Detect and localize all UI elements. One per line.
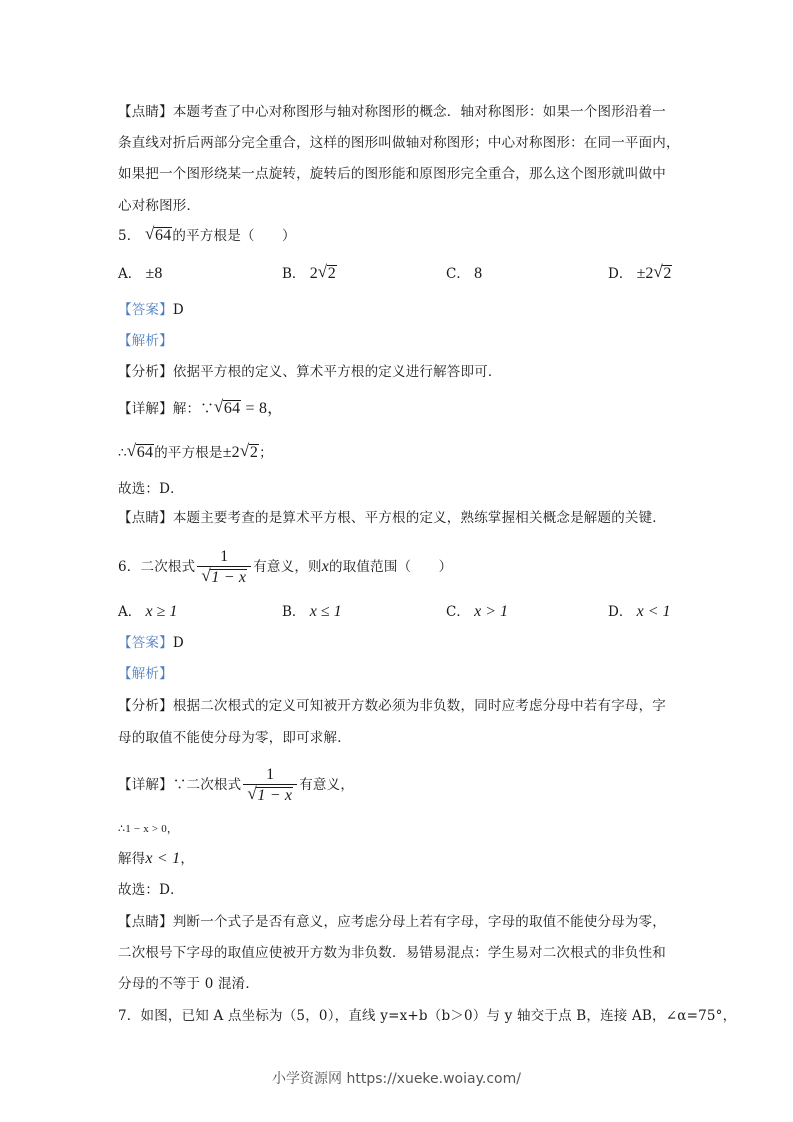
q6-stem: 6．二次根式 1 √ 1 − x 有意义，则x的取值范围（ ） [118,547,453,586]
q6-option-d: D． x < 1 [608,603,671,620]
prev-note-line-4: 心对称图形． [118,198,201,214]
q6-dianjing-line-3: 分母的不等于 0 混淆． [118,976,260,992]
q5-xiangjie: 【详解】解：∵ √ 64 = 8， [118,397,284,417]
q6-dianjing-line-2: 二次根号下字母的取值应使被开方数为非负数．易错易混点：学生易对二次根式的非负性和 [118,945,666,961]
q6-step-2: 解得x < 1， [118,850,195,867]
answer-label: 【答案】 [118,635,173,651]
q6-xiangjie: 【详解】∵二次根式 1 √ 1 − x 有意义， [118,765,355,804]
q6-fenxi-line-1: 【分析】根据二次根式的定义可知被开方数必须为非负数，同时应考虑分母中若有字母，字 [118,698,667,714]
prev-note-line-1: 【点睛】本题考查了中心对称图形与轴对称图形的概念．轴对称图形：如果一个图形沿着一 [118,104,667,120]
q6-analysis-label: 【解析】 [118,666,173,682]
q5-fenxi: 【分析】依据平方根的定义、算术平方根的定义进行解答即可． [118,364,502,380]
q6-dianjing-line-1: 【点睛】判断一个式子是否有意义，应考虑分母上若有字母，字母的取值不能使分母为零， [118,914,667,930]
q7-stem: 7．如图，已知 A 点坐标为（5，0），直线 y=x+b（b＞0）与 y 轴交于点 B，连接 AB，∠α=75°， [118,1008,737,1024]
q5-analysis-label: 【解析】 [118,333,173,349]
q6-fenxi-line-2: 母的取值不能使分母为零，即可求解． [118,730,351,746]
q5-choose: 故选：D． [118,481,184,497]
q5-dianjing: 【点睛】本题主要考查的是算术平方根、平方根的定义，熟练掌握相关概念是解题的关键． [118,510,667,526]
sqrt-expression: √ 64 [145,224,172,244]
footer-watermark: 小学资源网 https://xueke.woiay.com/ [272,1071,521,1087]
q5-option-d: D． ±2 √ 2 [608,262,672,282]
q6-option-a: A． x ≥ 1 [118,603,178,620]
q5-answer: 【答案】D [118,302,184,318]
prev-note-line-2: 条直线对折后两部分完全重合，这样的图形叫做轴对称图形；中心对称图形：在同一平面内， [118,135,680,151]
q5-option-a: A． ±8 [118,265,163,282]
fraction: 1 √ 1 − x [197,548,251,588]
q6-option-b: B． x ≤ 1 [282,603,342,620]
dianjing-label: 【点睛】 [118,104,173,120]
q6-step-1: ∴1 − x > 0， [118,823,179,835]
q5-therefore: ∴ √ 64的平方根是±2 √ 2； [118,441,273,461]
q5-option-c: C． 8 [446,265,483,282]
q6-choose: 故选：D． [118,882,184,898]
q5-stem: 5． √ 64的平方根是（ ） [118,224,296,244]
q6-option-c: C． x > 1 [446,603,509,620]
prev-note-line-3: 如果把一个图形绕某一点旋转，旋转后的图形能和原图形完全重合，那么这个图形就叫做中 [118,166,666,182]
q5-option-b: B． 2 √ 2 [282,262,336,282]
answer-label: 【答案】 [118,302,173,318]
q6-answer: 【答案】D [118,635,184,651]
